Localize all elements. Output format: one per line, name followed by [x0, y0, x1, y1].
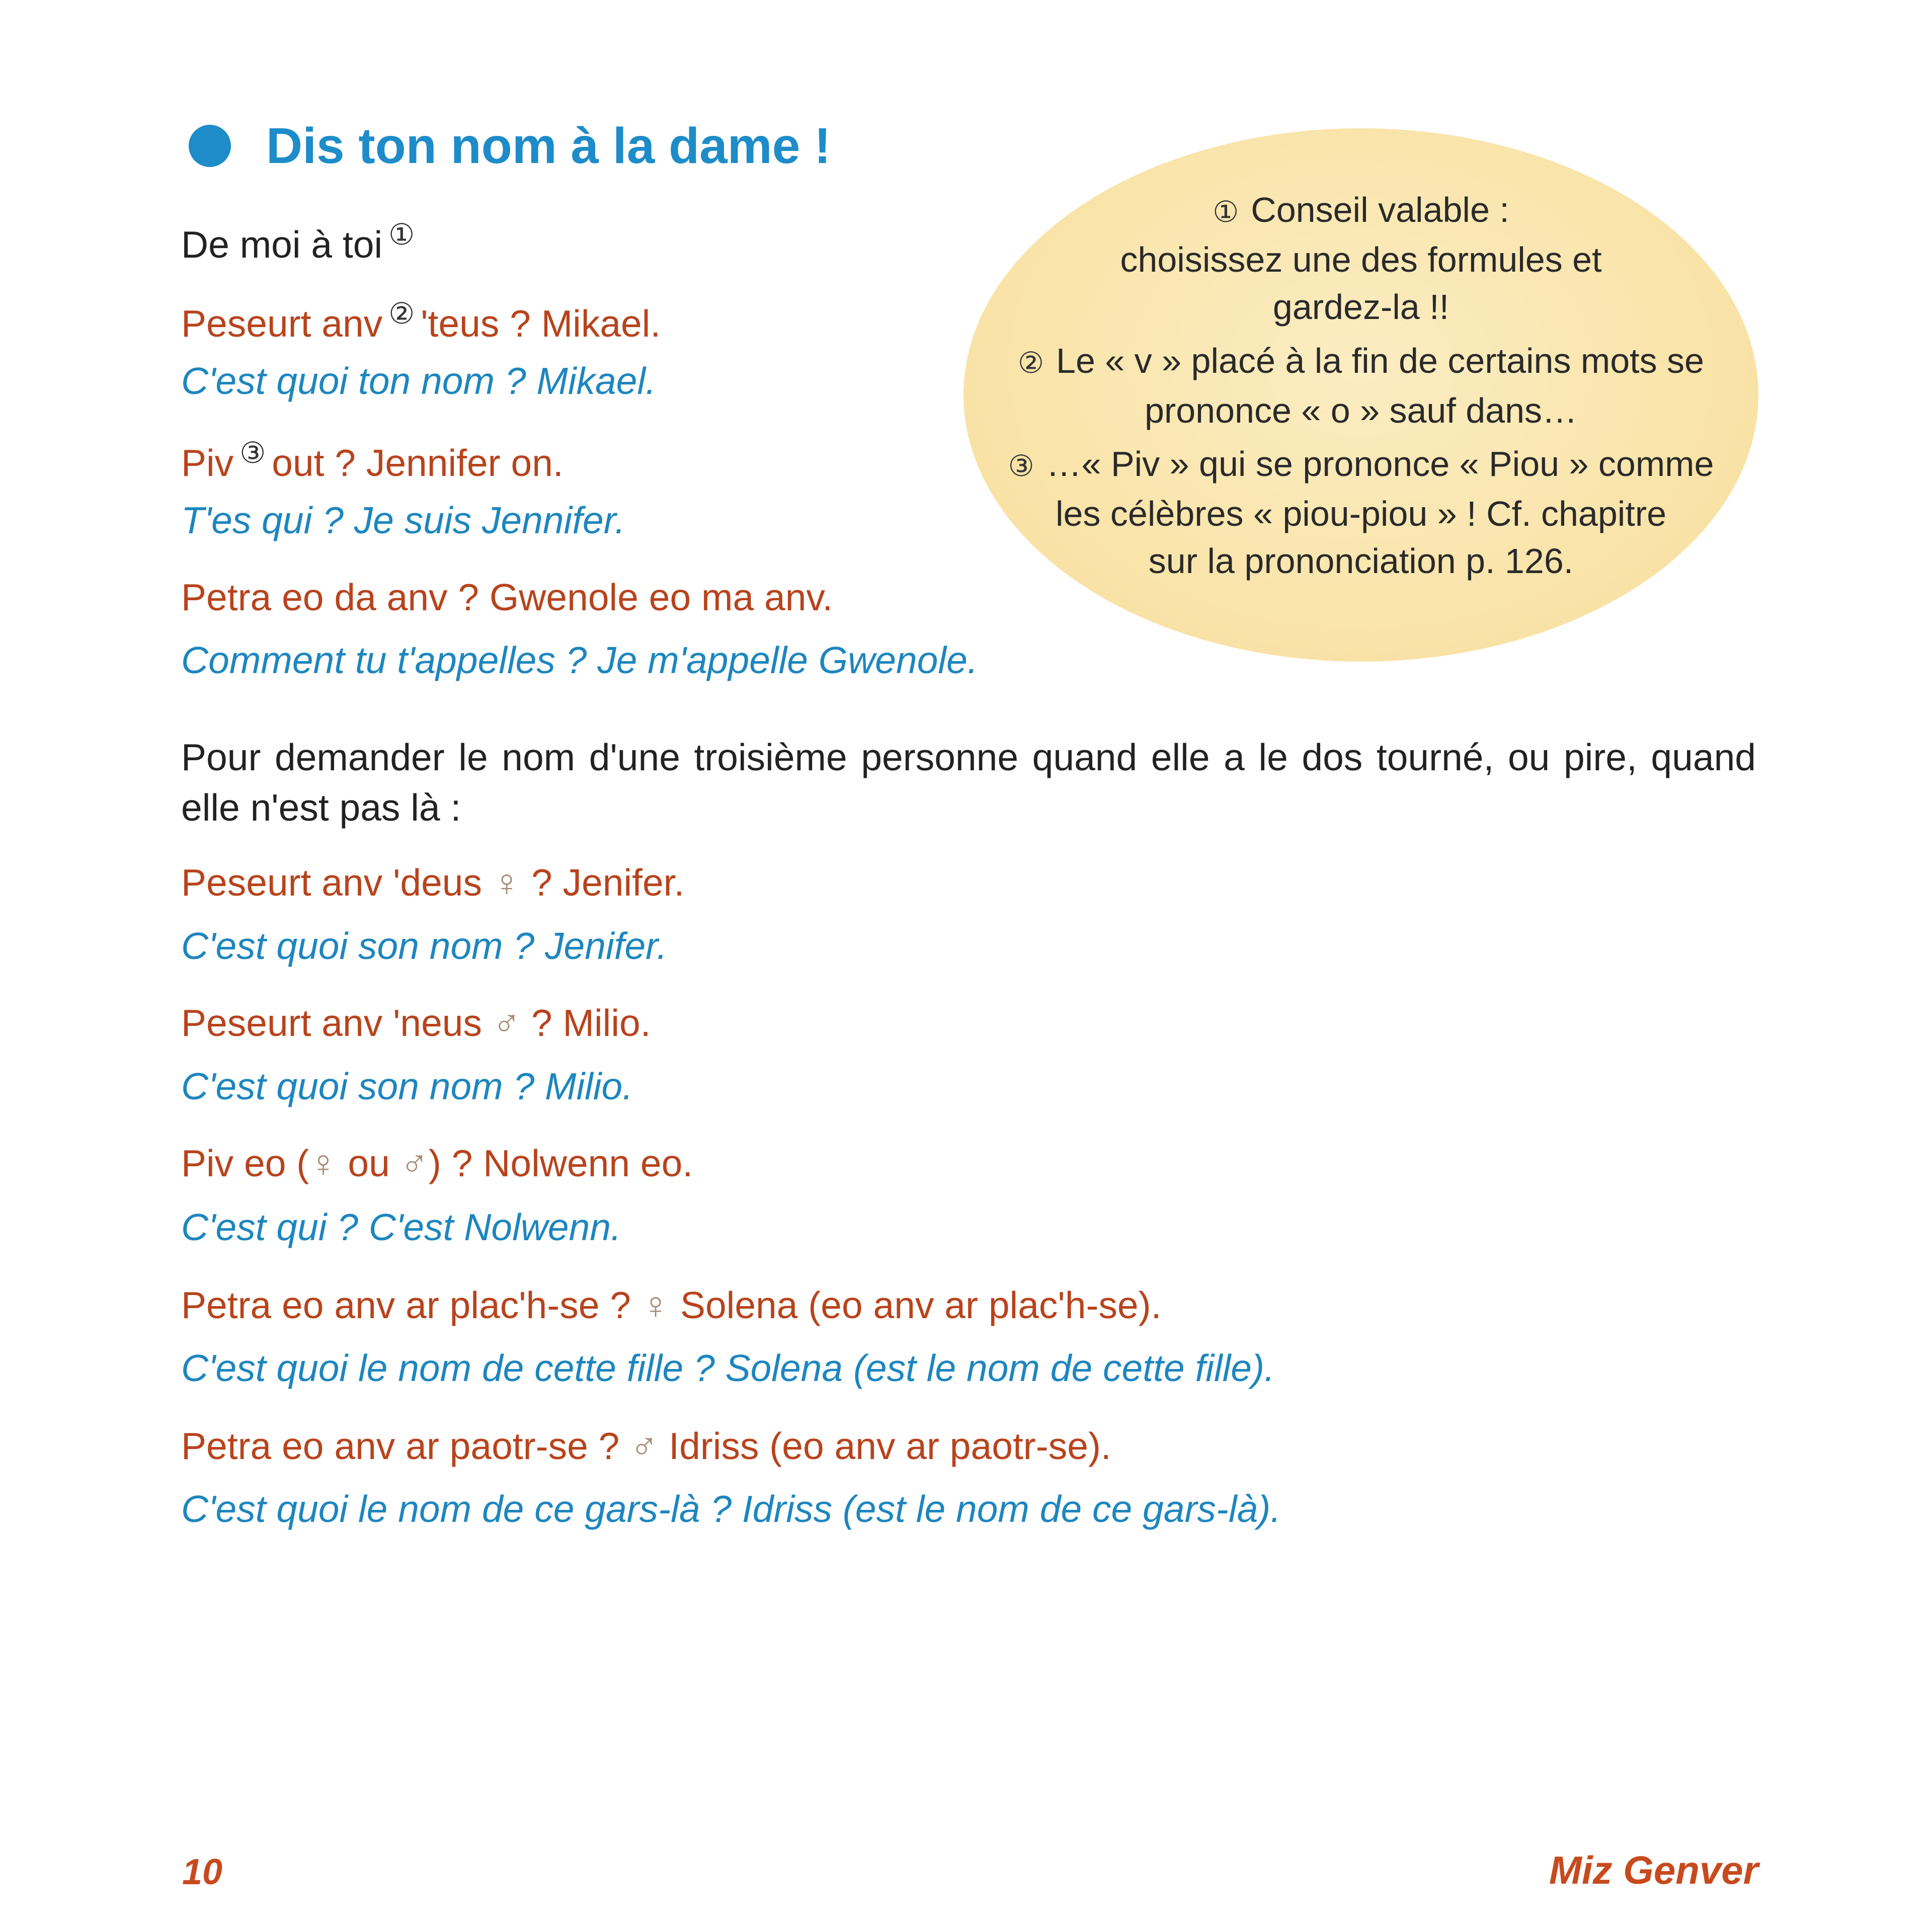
breton-line: [181, 861, 685, 904]
breton-text: ? Jenifer.: [531, 861, 685, 904]
footnote-mark: ③: [1008, 450, 1034, 482]
breton-line: [181, 1286, 1161, 1324]
page-title: Dis ton nom à la dame !: [266, 117, 831, 174]
breton-text: Piv: [181, 442, 234, 484]
explanation-paragraph: Pour demander le nom d'une troisième personne quand elle a le dos tourné, ou pire, quand elle n'est pas là :: [181, 736, 1756, 829]
breton-text: Peseurt anv: [181, 302, 383, 345]
breton-line: Petra eo da anv ? Gwenole eo ma anv.: [181, 576, 833, 618]
bullet-dot-icon: [189, 125, 231, 167]
french-line: C'est quoi son nom ? Milio.: [181, 1065, 633, 1107]
note-2: [963, 337, 1758, 434]
note-1: [963, 186, 1758, 331]
french-line: C'est qui ? C'est Nolwenn.: [181, 1206, 621, 1248]
footer-chapter-title: Miz Genver: [1549, 1848, 1758, 1892]
breton-text: out ? Jennifer on.: [272, 442, 564, 484]
breton-line: [181, 299, 661, 343]
breton-text: Idriss (eo anv ar paotr-se).: [669, 1425, 1111, 1467]
french-line: C'est quoi le nom de ce gars-là ? Idriss (est le nom de ce gars-là).: [181, 1488, 1281, 1530]
heading: [189, 113, 831, 179]
breton-line: [181, 1142, 693, 1184]
breton-text: Solena (eo anv ar plac'h-se).: [680, 1284, 1162, 1326]
female-symbol-icon: ♀: [641, 1284, 670, 1326]
french-line: Comment tu t'appelles ? Je m'appelle Gwenole.: [181, 639, 978, 681]
footnote-mark: ②: [388, 297, 415, 330]
male-symbol-icon: ♂: [630, 1425, 659, 1467]
page-number: 10: [182, 1852, 223, 1892]
breton-text: 'teus ? Mikael.: [421, 302, 661, 345]
note-line: sur la prononciation p. 126.: [1148, 541, 1574, 581]
french-line: C'est quoi ton nom ? Mikael.: [181, 360, 656, 402]
female-symbol-icon: ♀: [492, 861, 521, 904]
footnote-mark: ③: [239, 437, 266, 469]
footnote-mark: ②: [1018, 347, 1044, 379]
male-symbol-icon: ♂: [492, 1002, 521, 1044]
breton-text: ? Milio.: [531, 1002, 651, 1044]
footnote-mark: ①: [1213, 196, 1239, 228]
breton-line: [181, 1004, 651, 1042]
breton-text: Petra eo anv ar plac'h-se ?: [181, 1284, 631, 1326]
male-symbol-icon: ♂: [400, 1142, 429, 1184]
breton-text: Piv eo (: [181, 1142, 309, 1184]
footnote-mark: ①: [388, 218, 415, 251]
breton-text: Peseurt anv 'neus: [181, 1002, 482, 1044]
french-line: C'est quoi le nom de cette fille ? Solena (est le nom de cette fille).: [181, 1347, 1275, 1389]
breton-text: ) ? Nolwenn eo.: [428, 1142, 693, 1184]
french-line: T'es qui ? Je suis Jennifer.: [181, 499, 625, 541]
note-line: prononce « o » sauf dans…: [1144, 391, 1578, 430]
note-line: gardez-la !!: [1272, 287, 1450, 327]
breton-line: [181, 439, 564, 482]
note-3: [963, 440, 1758, 585]
note-line: les célèbres « piou-piou » ! Cf. chapitre: [1056, 494, 1666, 533]
breton-text: Peseurt anv 'deus: [181, 861, 482, 904]
note-line: choisissez une des formules et: [1120, 240, 1602, 279]
female-symbol-icon: ♀: [309, 1142, 338, 1184]
breton-text: ou: [348, 1142, 390, 1184]
french-line: C'est quoi son nom ? Jenifer.: [181, 925, 668, 967]
note-line: ① Conseil valable :: [1213, 190, 1509, 229]
breton-text: Petra eo anv ar paotr-se ?: [181, 1425, 620, 1467]
note-line: ② Le « v » placé à la fin de certains mots se: [1018, 341, 1704, 380]
intro-text: De moi à toi: [181, 223, 383, 266]
note-line: ③ …« Piv » qui se prononce « Piou » comme: [1008, 444, 1714, 484]
intro-line: [181, 220, 421, 264]
breton-line: [181, 1427, 1111, 1465]
